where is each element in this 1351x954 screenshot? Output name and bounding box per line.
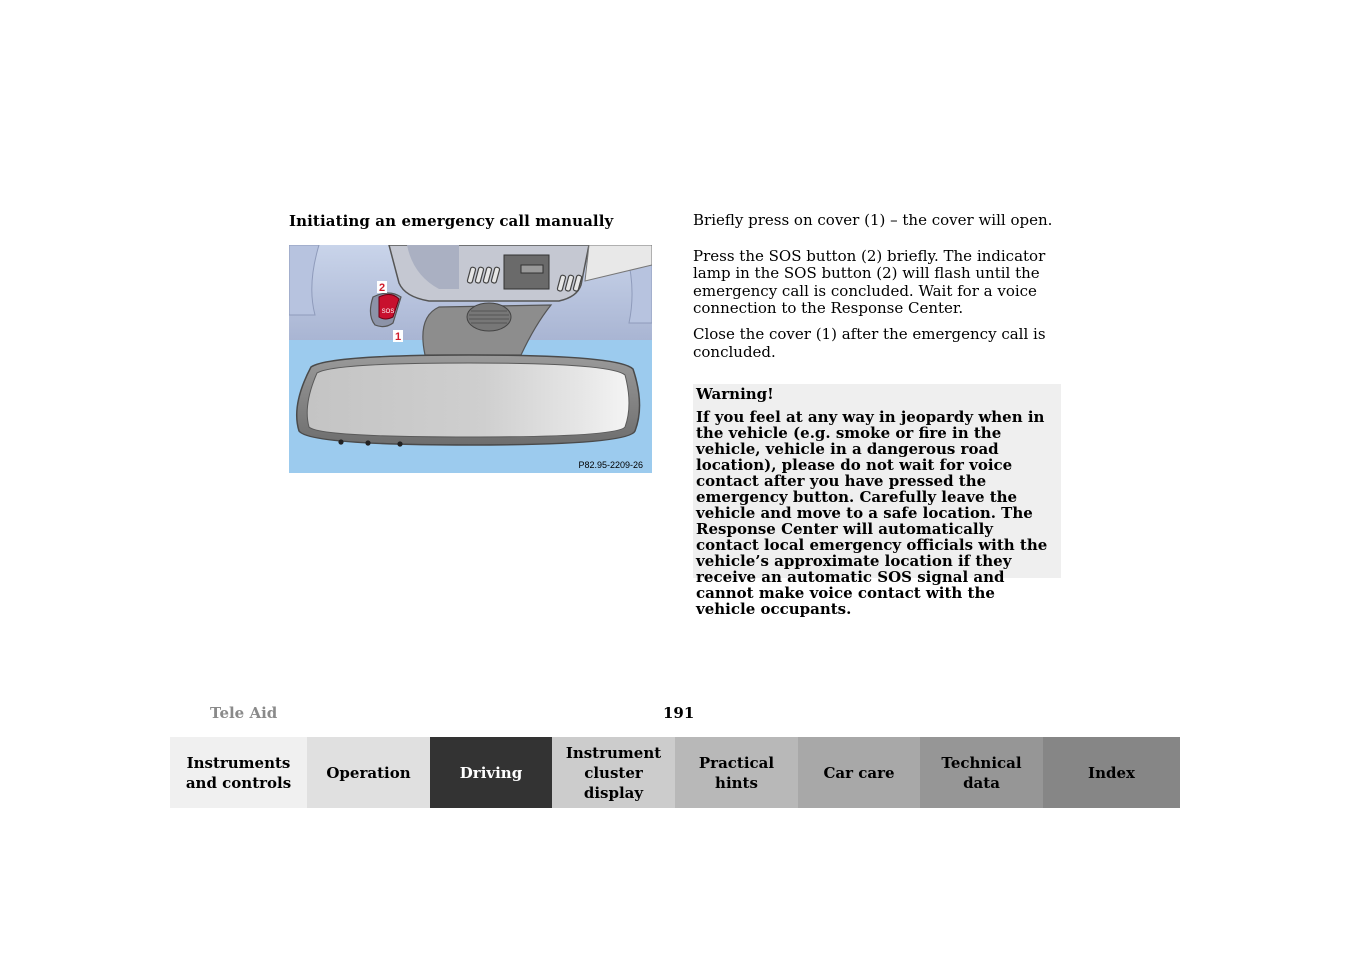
instruction-step-3: Close the cover (1) after the emergency call is concluded. xyxy=(693,324,1046,361)
tab-instruments-and-controls[interactable]: Instruments and controls xyxy=(170,737,307,808)
warning-title: Warning! xyxy=(696,385,774,403)
tab-technical-data[interactable]: Technical data xyxy=(920,737,1043,808)
tab-car-care[interactable]: Car care xyxy=(798,737,920,808)
instruction-step-2: Press the SOS button (2) briefly. The indicator lamp in the SOS button (2) will flash until the emergency call is concluded. Wait for a voice connection to the Response Center. xyxy=(693,246,1046,318)
footer-section-name: Tele Aid xyxy=(210,704,278,722)
tab-operation[interactable]: Operation xyxy=(307,737,430,808)
warning-body: If you feel at any way in jeopardy when in the vehicle (e.g. smoke or fire in the vehicle, vehicle in a dangerous road location), please do not wait for voice contact after you have pressed the emergency button. Carefully leave the vehicle and move to a safe location. The Response Center will automatically contact local emergency officials with the vehicle’s approximate location if they receive an automatic SOS signal and cannot make voice contact with the vehicle occupants. xyxy=(696,408,1048,618)
instruction-step-1: Briefly press on cover (1) – the cover will open. xyxy=(693,211,1053,229)
warning-box xyxy=(693,384,1061,618)
tab-index[interactable]: Index xyxy=(1043,737,1180,808)
callout-2: 2 xyxy=(378,282,386,294)
callout-1: 1 xyxy=(394,331,402,343)
instructions xyxy=(693,212,1061,369)
mirror-sos-illustration xyxy=(289,245,652,473)
chapter-tabs xyxy=(170,737,1180,808)
sos-button-label: SOS xyxy=(381,309,395,315)
section-heading: Initiating an emergency call manually xyxy=(289,212,614,230)
tab-practical-hints[interactable]: Practical hints xyxy=(675,737,798,808)
tab-driving[interactable]: Driving xyxy=(430,737,552,808)
figure-reference: P82.95-2209-26 xyxy=(578,460,643,470)
page-number: 191 xyxy=(663,704,695,722)
tab-instrument-cluster-display[interactable]: Instrument cluster display xyxy=(552,737,675,808)
